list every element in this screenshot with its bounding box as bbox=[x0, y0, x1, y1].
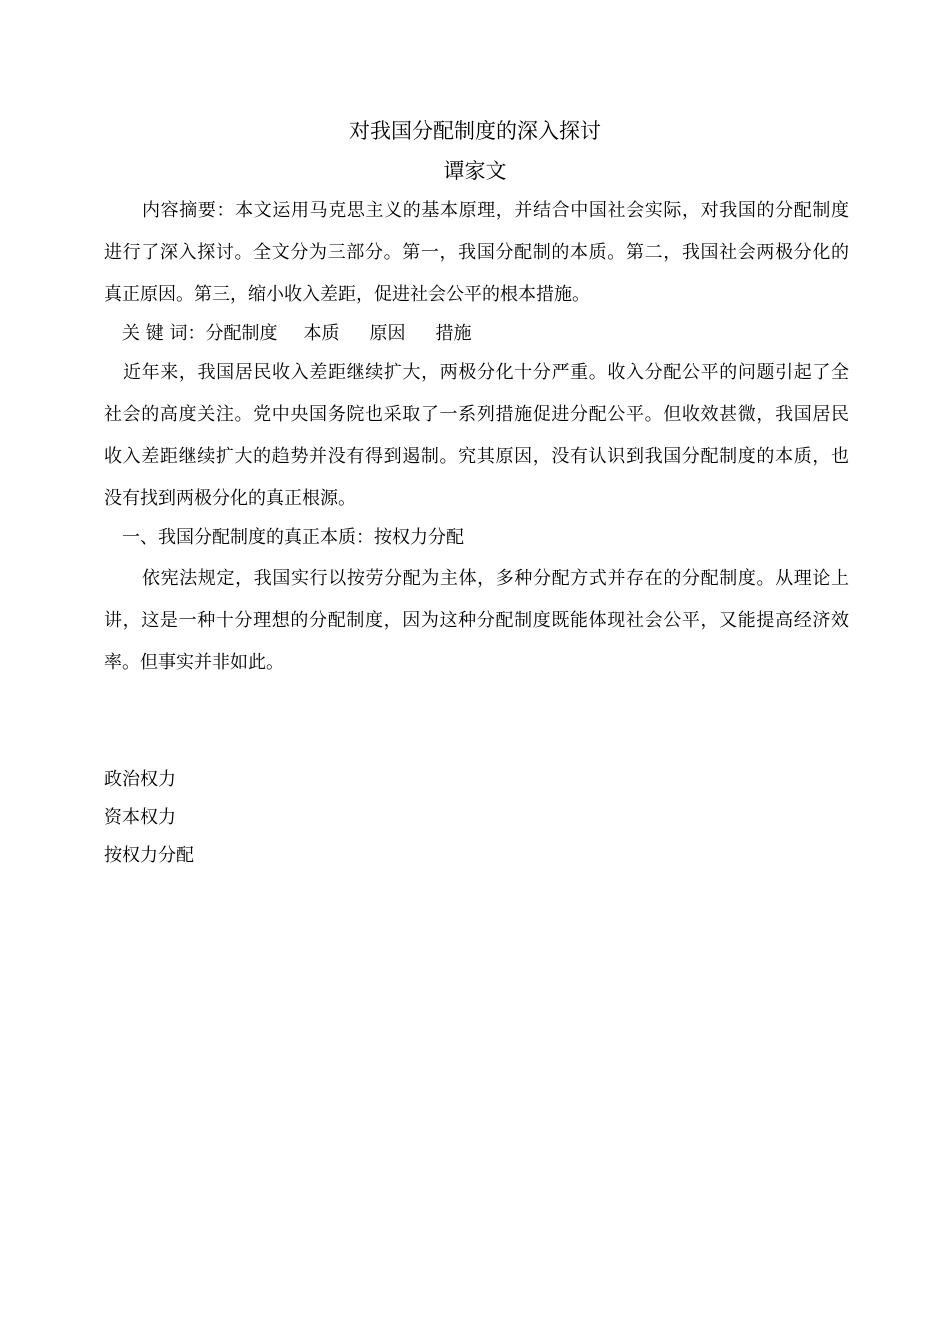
keywords-row bbox=[122, 321, 471, 347]
keyword-4: 措施 bbox=[435, 323, 472, 344]
intro-line-3: 收入差距继续扩大的趋势并没有得到遏制。究其原因，没有认识到我国分配制度的本质，也 bbox=[104, 446, 849, 467]
section1-line-2: 讲，这是一种十分理想的分配制度，因为这种分配制度既能体现社会公平，又能提高经济效 bbox=[104, 610, 849, 631]
section-heading: 一、我国分配制度的真正本质：按权力分配 bbox=[122, 527, 464, 548]
keyword-2: 本质 bbox=[303, 323, 340, 344]
diagram-label-political-power: 政治权力 bbox=[104, 769, 176, 790]
section1-line-1: 依宪法规定，我国实行以按劳分配为主体，多种分配方式并存在的分配制度。从理论上 bbox=[142, 568, 849, 589]
abstract-line-2: 进行了深入探讨。全文分为三部分。第一，我国分配制的本质。第二，我国社会两极分化的 bbox=[104, 242, 849, 263]
keyword-1: 分配制度 bbox=[205, 323, 278, 344]
keywords-label: 关 键 词： bbox=[122, 323, 206, 344]
keyword-3: 原因 bbox=[369, 323, 406, 344]
intro-line-4: 没有找到两极分化的真正根源。 bbox=[104, 488, 356, 509]
intro-line-1: 近年来，我国居民收入差距继续扩大，两极分化十分严重。收入分配公平的问题引起了全 bbox=[123, 362, 849, 383]
intro-line-2: 社会的高度关注。党中央国务院也采取了一系列措施促进分配公平。但收效甚微，我国居民 bbox=[104, 404, 849, 425]
diagram-label-capital-power: 资本权力 bbox=[104, 807, 176, 828]
document-author: 谭家文 bbox=[443, 159, 507, 183]
section1-line-3: 率。但事实并非如此。 bbox=[104, 652, 284, 673]
diagram-label-distribution-by-power: 按权力分配 bbox=[104, 845, 194, 866]
document-title: 对我国分配制度的深入探讨 bbox=[349, 119, 601, 143]
abstract-line-3: 真正原因。第三，缩小收入差距，促进社会公平的根本措施。 bbox=[104, 284, 590, 305]
abstract-line-1: 内容摘要：本文运用马克思主义的基本原理，并结合中国社会实际，对我国的分配制度 bbox=[142, 200, 849, 221]
